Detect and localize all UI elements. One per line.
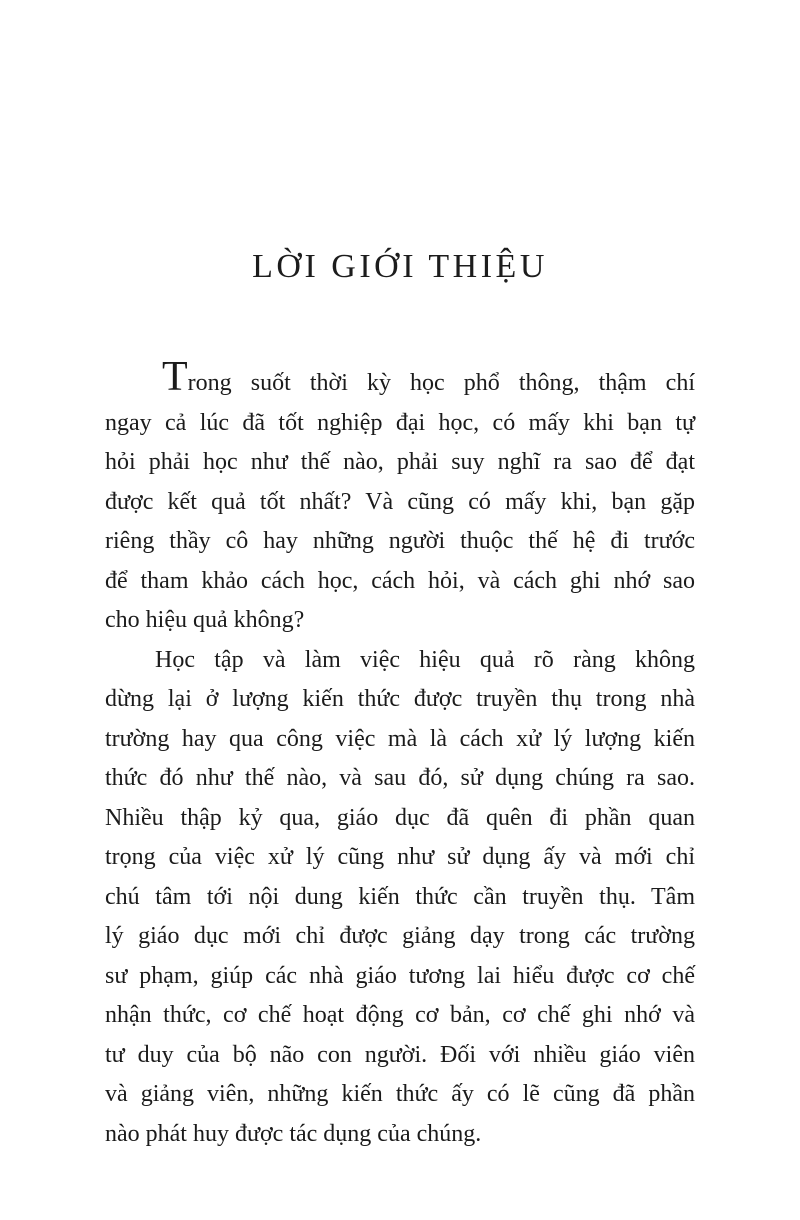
text-line: dừng lại ở lượng kiến thức được truyền thụ trong nhà (105, 686, 695, 712)
text-line (105, 354, 695, 404)
text-line: thức đó như thế nào, và sau đó, sử dụng chúng ra sao. (105, 765, 695, 791)
body-text (105, 354, 695, 1154)
drop-cap-initial: T (162, 354, 188, 400)
text-line: riêng thầy cô hay những người thuộc thế hệ đi trước (105, 528, 695, 554)
text-line: trọng của việc xử lý cũng như sử dụng ấy và mới chỉ (105, 844, 695, 870)
text-line: nào phát huy được tác dụng của chúng. (105, 1120, 482, 1147)
chapter-title: LỜI GIỚI THIỆU (252, 248, 548, 285)
text-line: trường hay qua công việc mà là cách xử lý lượng kiến (105, 725, 695, 752)
text-line: để tham khảo cách học, cách hỏi, và cách ghi nhớ sao (105, 567, 695, 594)
text-line: tư duy của bộ não con người. Đối với nhiều giáo viên (105, 1041, 695, 1068)
text-line-rest: rong suốt thời kỳ học phổ thông, thậm chí (187, 370, 695, 396)
text-line: nhận thức, cơ chế hoạt động cơ bản, cơ chế ghi nhớ và (105, 1002, 695, 1028)
text-line: sư phạm, giúp các nhà giáo tương lai hiểu được cơ chế (105, 962, 695, 989)
text-line: Học tập và làm việc hiệu quả rõ ràng không (155, 646, 695, 673)
text-line: chú tâm tới nội dung kiến thức cần truyền thụ. Tâm (105, 883, 695, 910)
text-line: và giảng viên, những kiến thức ấy có lẽ cũng đã phần (105, 1081, 695, 1107)
text-line: được kết quả tốt nhất? Và cũng có mấy khi, bạn gặp (105, 488, 695, 515)
text-line: Nhiều thập kỷ qua, giáo dục đã quên đi phần quan (105, 804, 695, 831)
text-line: hỏi phải học như thế nào, phải suy nghĩ ra sao để đạt (105, 449, 695, 475)
text-line: ngay cả lúc đã tốt nghiệp đại học, có mấy khi bạn tự (105, 409, 695, 436)
text-line: cho hiệu quả không? (105, 607, 305, 633)
text-line: lý giáo dục mới chỉ được giảng dạy trong các trường (105, 923, 695, 949)
